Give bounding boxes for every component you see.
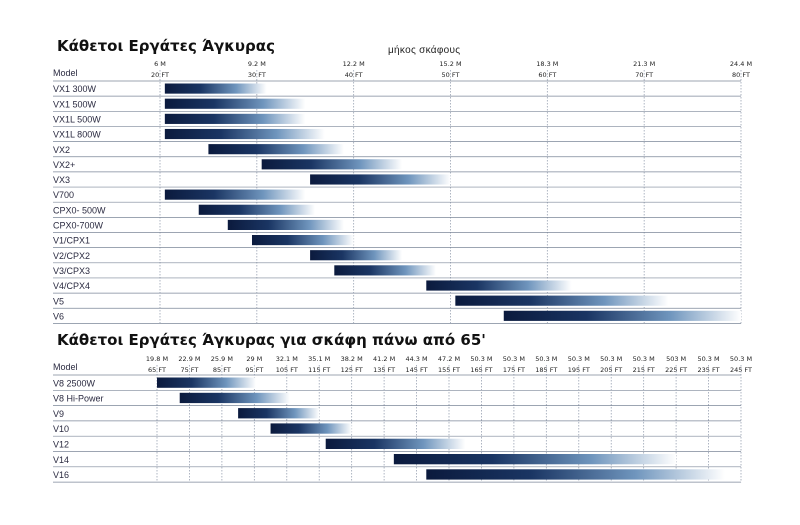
tick-label-ft: 50 FT bbox=[441, 71, 460, 79]
tick-label-m: 44.3 M bbox=[405, 355, 428, 363]
chart-1-title: Κάθετοι Εργάτες Άγκυρας bbox=[57, 37, 275, 55]
row-label: V2/CPX2 bbox=[53, 250, 91, 261]
row-label: VX3 bbox=[53, 175, 71, 186]
range-bar bbox=[165, 99, 305, 109]
tick-label-ft: 175 FT bbox=[502, 366, 525, 374]
range-bar bbox=[165, 190, 305, 200]
tick-label-m: 32.1 M bbox=[275, 355, 298, 363]
tick-label-ft: 85 FT bbox=[212, 366, 231, 374]
tick-label-ft: 80 FT bbox=[732, 71, 750, 79]
range-bar bbox=[334, 265, 436, 275]
row-label: V12 bbox=[53, 439, 70, 450]
range-bar bbox=[165, 84, 267, 94]
range-bar bbox=[199, 205, 315, 215]
row-label: V14 bbox=[53, 454, 70, 465]
tick-label-m: 19.8 M bbox=[145, 355, 169, 363]
tick-label-ft: 165 FT bbox=[470, 366, 493, 374]
row-label: VX1 500W bbox=[53, 99, 97, 110]
row-label: CPX0- 500W bbox=[53, 205, 106, 216]
tick-label-m: 50.3 M bbox=[470, 355, 493, 363]
row-label: V8 2500W bbox=[53, 378, 96, 389]
row-label: V9 bbox=[53, 408, 65, 419]
range-bar bbox=[165, 114, 305, 124]
range-bar bbox=[262, 159, 402, 169]
tick-label-m: 25.9 M bbox=[210, 355, 233, 363]
tick-label-m: 18.3 M bbox=[536, 60, 559, 68]
tick-label-m: 9.2 M bbox=[247, 60, 266, 68]
row-label: V10 bbox=[53, 424, 70, 435]
tick-label-ft: 95 FT bbox=[245, 366, 264, 374]
row-label: VX2 bbox=[53, 144, 71, 155]
row-label: CPX0-700W bbox=[53, 220, 104, 231]
tick-label-m: 50.3 M bbox=[535, 355, 558, 363]
model-header: Model bbox=[53, 362, 78, 372]
row-label: VX1L 800W bbox=[53, 129, 101, 140]
range-bar bbox=[426, 280, 571, 290]
tick-label-m: 15.2 M bbox=[439, 60, 462, 68]
tick-label-ft: 235 FT bbox=[697, 366, 720, 374]
row-label: V16 bbox=[53, 470, 70, 481]
range-bar bbox=[165, 129, 325, 139]
tick-label-ft: 205 FT bbox=[600, 366, 623, 374]
tick-label-m: 50.3 M bbox=[600, 355, 623, 363]
model-header: Model bbox=[53, 68, 78, 78]
tick-label-ft: 155 FT bbox=[437, 366, 461, 374]
tick-label-m: 50.3 M bbox=[697, 355, 720, 363]
chart-1-axis-title: μήκος σκάφους bbox=[388, 45, 461, 56]
tick-label-ft: 30 FT bbox=[247, 71, 266, 79]
tick-label-ft: 65 FT bbox=[148, 366, 166, 374]
range-bar bbox=[271, 423, 352, 433]
tick-label-m: 29 M bbox=[246, 355, 263, 363]
row-label: V4/CPX4 bbox=[53, 281, 91, 292]
tick-label-m: 50.3 M bbox=[729, 355, 753, 363]
tick-label-ft: 20 FT bbox=[151, 71, 169, 79]
tick-label-m: 21.3 M bbox=[633, 60, 656, 68]
tick-label-ft: 225 FT bbox=[665, 366, 688, 374]
tick-label-ft: 145 FT bbox=[405, 366, 428, 374]
tick-label-ft: 125 FT bbox=[340, 366, 363, 374]
range-bar bbox=[157, 378, 256, 388]
tick-label-m: 50.3 M bbox=[567, 355, 590, 363]
range-bar bbox=[455, 296, 668, 306]
range-bar bbox=[180, 393, 290, 403]
tick-label-ft: 60 FT bbox=[538, 71, 557, 79]
range-bar bbox=[394, 454, 676, 464]
row-label: V5 bbox=[53, 296, 65, 307]
range-bar bbox=[228, 220, 344, 230]
tick-label-m: 22.9 M bbox=[178, 355, 201, 363]
row-label: VX1 300W bbox=[53, 84, 97, 95]
range-bar bbox=[504, 311, 741, 321]
tick-label-ft: 105 FT bbox=[275, 366, 298, 374]
row-label: VX2+ bbox=[53, 159, 76, 170]
range-bar bbox=[326, 439, 466, 449]
tick-label-m: 38.2 M bbox=[340, 355, 363, 363]
row-label: V8 Hi-Power bbox=[53, 393, 104, 404]
row-label: V6 bbox=[53, 311, 65, 322]
tick-label-ft: 185 FT bbox=[535, 366, 558, 374]
tick-label-m: 50.3 M bbox=[502, 355, 525, 363]
tick-label-ft: 195 FT bbox=[567, 366, 590, 374]
tick-label-m: 35.1 M bbox=[308, 355, 331, 363]
tick-label-ft: 115 FT bbox=[308, 366, 331, 374]
tick-label-m: 41.2 M bbox=[373, 355, 396, 363]
row-label: V700 bbox=[53, 190, 75, 201]
tick-label-ft: 135 FT bbox=[373, 366, 396, 374]
tick-label-m: 50.3 M bbox=[632, 355, 655, 363]
tick-label-m: 12.2 M bbox=[342, 60, 365, 68]
tick-label-ft: 75 FT bbox=[180, 366, 199, 374]
row-label: V3/CPX3 bbox=[53, 265, 91, 276]
tick-label-m: 503 M bbox=[666, 355, 687, 363]
tick-label-ft: 40 FT bbox=[344, 71, 363, 79]
chart-2-title: Κάθετοι Εργάτες Άγκυρας για σκάφη πάνω από 65' bbox=[57, 331, 486, 349]
tick-label-ft: 215 FT bbox=[632, 366, 655, 374]
tick-label-m: 6 M bbox=[154, 60, 166, 68]
chart-1 bbox=[53, 60, 752, 323]
range-bar bbox=[238, 408, 319, 418]
row-label: VX1L 500W bbox=[53, 114, 101, 125]
range-bar bbox=[426, 469, 724, 479]
range-bar bbox=[310, 250, 402, 260]
tick-label-ft: 245 FT bbox=[729, 366, 753, 374]
row-label: V1/CPX1 bbox=[53, 235, 91, 246]
tick-label-m: 47.2 M bbox=[437, 355, 461, 363]
tick-label-m: 24.4 M bbox=[729, 60, 753, 68]
range-bar bbox=[310, 174, 450, 184]
tick-label-ft: 70 FT bbox=[635, 71, 654, 79]
chart-2 bbox=[53, 355, 752, 482]
range-bar bbox=[208, 144, 344, 154]
range-bar bbox=[252, 235, 354, 245]
